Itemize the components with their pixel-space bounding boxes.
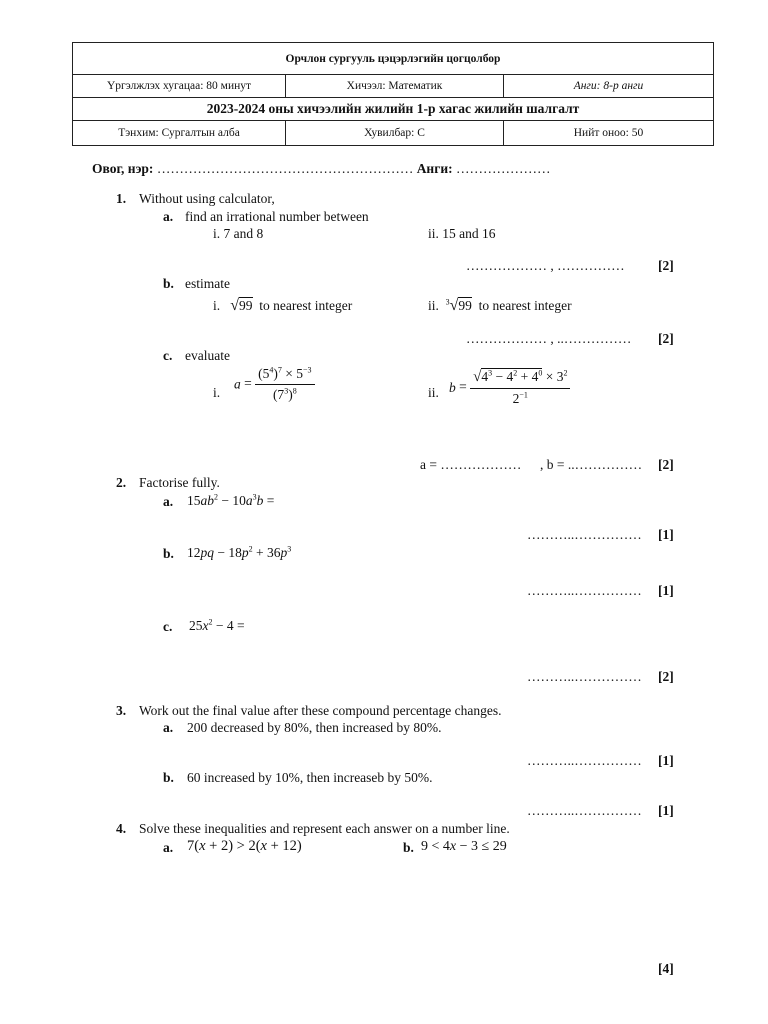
q2b-label: b. [163,546,174,561]
q2b-answer-line[interactable]: ………..…………… [527,583,642,598]
q1c-text: evaluate [185,348,230,363]
q3b-text: 60 increased by 10%, then increaseb by 50%. [187,770,433,785]
q1-text: Without using calculator, [139,191,275,206]
q3a-label: a. [163,720,174,735]
q1a-i: i. 7 and 8 [213,226,264,241]
q1c-i-label: i. [213,385,221,400]
q2-text: Factorise fully. [139,475,220,490]
name-label: Овог, нэр: [92,161,154,176]
q1c-i-expression: a = $\frac{(5^4)^7 \times 5^{-3}}{(7^3)^8}$ [234,366,315,403]
q2a-label: a. [163,494,174,509]
q1a-answer-line[interactable]: ……………… , …………… [466,258,625,273]
name-field[interactable]: ………………………………………………… [156,161,414,176]
q4-number: 4. [116,821,127,836]
composed-by-cell: Тэнхим: Сургалтын алба [73,121,286,146]
exam-header-table [72,42,714,146]
q1b-label: b. [163,276,174,291]
q1b-ii: ii. $^3$√99 to nearest integer [428,297,572,314]
q2a-answer-line[interactable]: ………..…………… [527,527,642,542]
grade-cell: Анги: 8-р анги [504,75,714,98]
q1a-text: find an irrational number between [185,209,369,224]
q1b-answer-line[interactable]: ……………… , ..…………… [466,331,632,346]
q3a-answer-line[interactable]: ………..…………… [527,753,642,768]
q4a-label: a. [163,840,174,855]
q2c-answer-line[interactable]: ………..…………… [527,669,642,684]
school-name: Орчлон сургууль цэцэрлэгийн цогцолбор [73,43,714,75]
q2a-marks: [1] [658,527,674,542]
q3b-label: b. [163,770,174,785]
q3b-answer-line[interactable]: ………..…………… [527,803,642,818]
q4a-inequality: 7(x + 2) > 2(x + 12) [187,838,302,854]
q4-marks: [4] [658,961,674,976]
q2b-expression: $12pq - 18p^2 + 36p^3$ [187,544,292,560]
q1b-i-radicand: 99 [239,298,253,313]
q3a-text: 200 decreased by 80%, then increased by 80%. [187,720,442,735]
q3b-marks: [1] [658,803,674,818]
duration-cell: Үргэлжлэх хугацаа: 80 минут [73,75,286,98]
q1b-i: i. √99 to nearest integer [213,297,353,314]
q1b-ii-radicand: 99 [458,298,472,313]
q1b-ii-root-index: 3 [445,297,450,307]
q1a-label: a. [163,209,174,224]
class-field[interactable]: ………………… [456,161,551,176]
q1a-marks: [2] [658,258,674,273]
class-label: Анги: [416,161,453,176]
q2-number: 2. [116,475,127,490]
q1c-ii-label: ii. [428,385,439,400]
q1b-text: estimate [185,276,230,291]
q1b-marks: [2] [658,331,674,346]
q4-text: Solve these inequalities and represent each answer on a number line. [139,821,510,836]
q1a-ii: ii. 15 and 16 [428,226,496,241]
q1c-label: c. [163,348,173,363]
q3-text: Work out the final value after these compound percentage changes. [139,703,502,718]
variant-cell: Хувилбар: С [286,121,504,146]
q1c-marks: [2] [658,457,674,472]
total-score-cell: Нийт оноо: 50 [504,121,714,146]
q3-number: 3. [116,703,127,718]
q1-number: 1. [116,191,127,206]
exam-title: 2023-2024 оны хичээлийн жилийн 1-р хагас жилийн шалгалт [73,98,714,121]
q2c-expression: $25x^2 - 4$ = [189,617,245,633]
subject-cell: Хичээл: Математик [286,75,504,98]
q2a-expression: $15ab^2 - 10a^3b$ = [187,492,275,508]
q2c-label: c. [163,619,173,634]
student-info-line [92,161,551,177]
q2c-marks: [2] [658,669,674,684]
q1c-answer-a[interactable]: a = ……………… [420,457,522,472]
q2b-marks: [1] [658,583,674,598]
q3a-marks: [1] [658,753,674,768]
q4b-label: b. [403,840,414,855]
q1c-ii-expression: b = $\frac{√4^3 - 4^2 + 4^0 \times 3^2}{2^{-1}}$ [449,369,570,407]
q4b-inequality: 9 < 4x − 3 ≤ 29 [421,839,507,854]
q1c-answer-b[interactable]: , b = ..…………… [540,457,643,472]
